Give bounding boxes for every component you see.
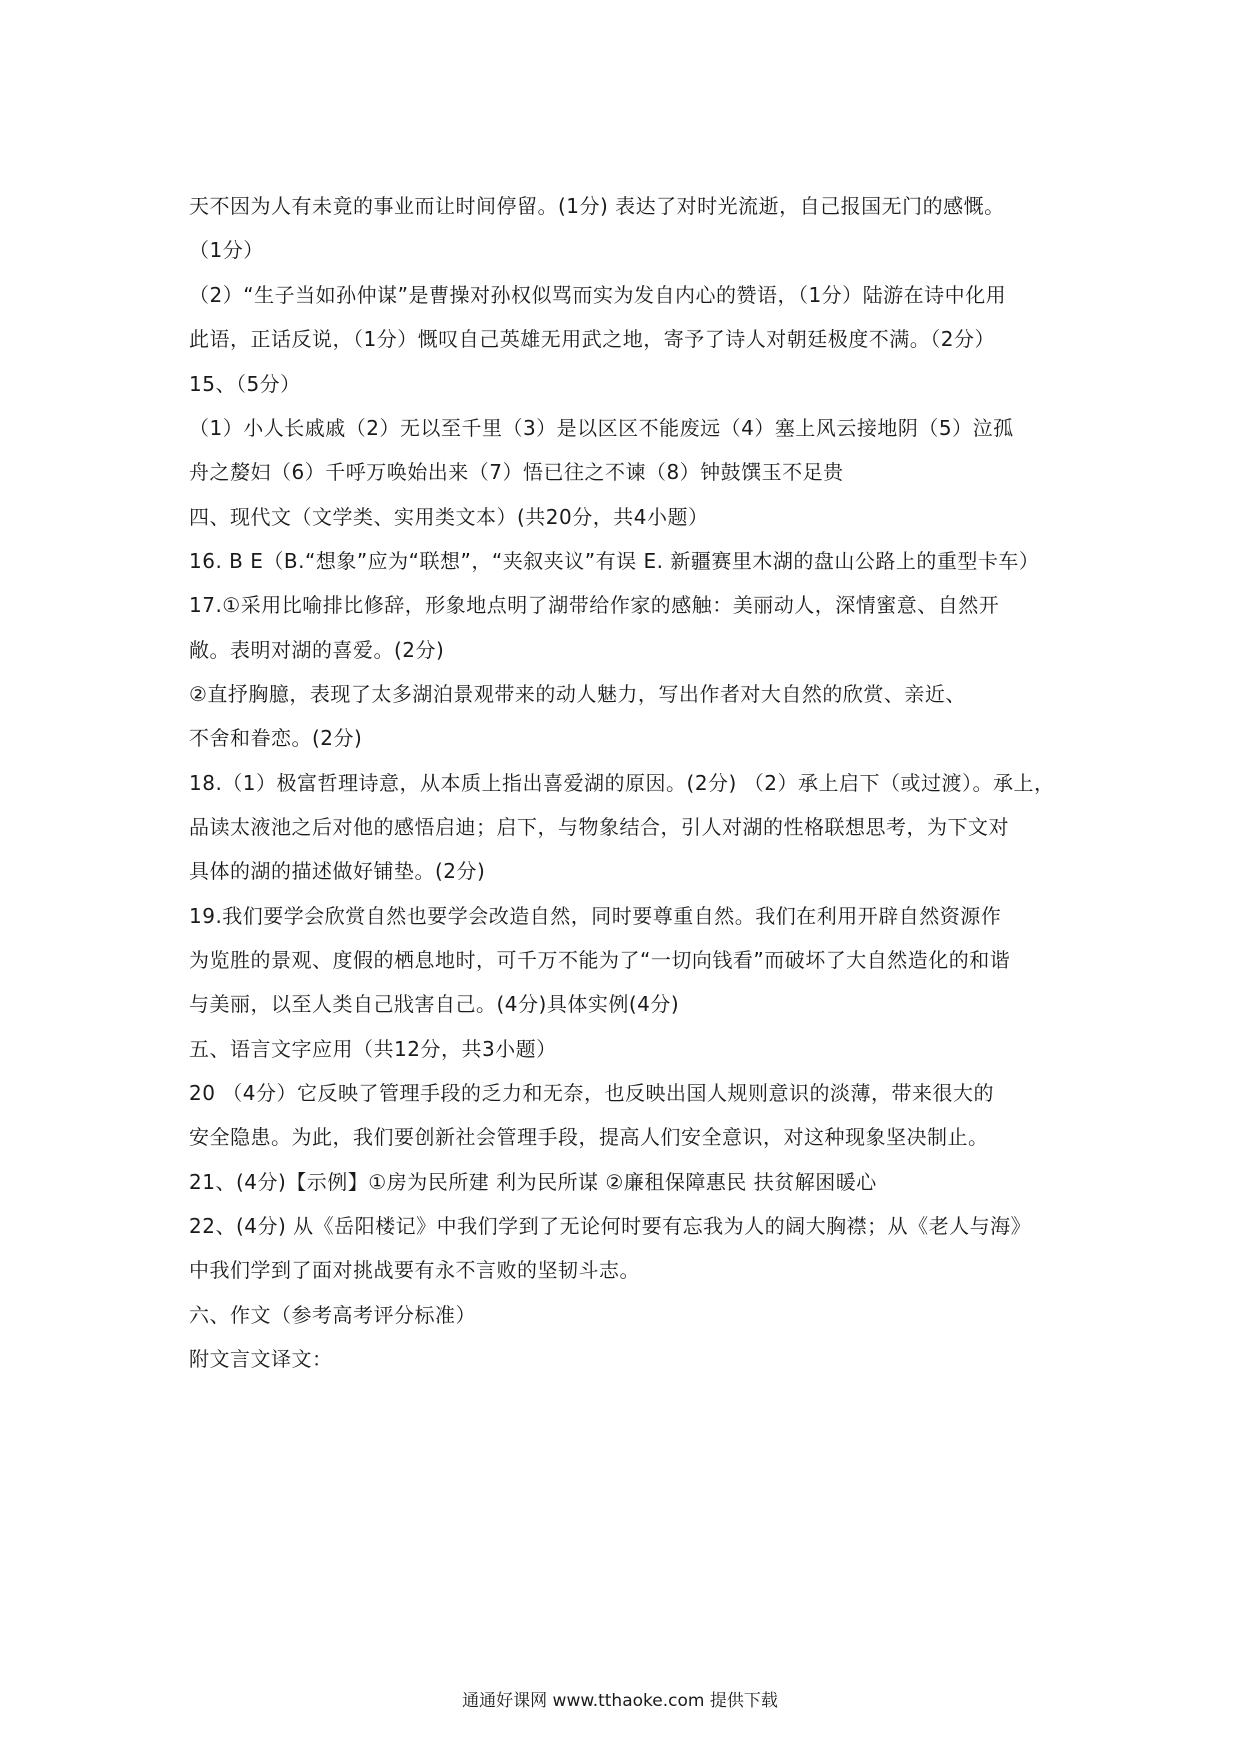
- page-footer: 通通好课网 www.tthaoke.com 提供下载: [462, 1691, 778, 1711]
- text-line: 22、(4分) 从《岳阳楼记》中我们学到了无论何时要有忘我为人的阔大胸襟；从《老人与海》: [189, 1214, 1032, 1238]
- text-line: ②直抒胸臆，表现了太多湖泊景观带来的动人魅力，写出作者对大自然的欣赏、亲近、: [189, 682, 966, 706]
- text-line: 不舍和眷恋。(2分): [189, 726, 363, 750]
- text-line: 为览胜的景观、度假的栖息地时，可千万不能为了“一切向钱看”而破坏了大自然造化的和谐: [189, 948, 1011, 972]
- text-line: （2）“生子当如孙仲谋”是曹操对孙权似骂而实为发自内心的赞语，（1分）陆游在诗中化用: [189, 283, 1007, 307]
- text-line: 此语，正话反说，（1分）慨叹自己英雄无用武之地，寄予了诗人对朝廷极度不满。（2分）: [189, 327, 995, 351]
- text-line: 舟之嫠妇（6）千呼万唤始出来（7）悟已往之不谏（8）钟鼓馔玉不足贵: [189, 460, 844, 484]
- text-line: 17.①采用比喻排比修辞，形象地点明了湖带给作家的感触：美丽动人，深情蜜意、自然开: [189, 593, 1000, 617]
- text-line: 中我们学到了面对挑战要有永不言败的坚韧斗志。: [189, 1258, 640, 1282]
- text-line: 安全隐患。为此，我们要创新社会管理手段，提高人们安全意识，对这种现象坚决制止。: [189, 1125, 989, 1149]
- text-line: 20 （4分）它反映了管理手段的乏力和无奈，也反映出国人规则意识的淡薄，带来很大的: [189, 1081, 995, 1105]
- section-heading: 四、现代文（文学类、实用类文本）(共20分，共4小题）: [189, 505, 709, 529]
- text-line: 21、(4分)【示例】①房为民所建 利为民所谋 ②廉租保障惠民 扶贫解困暖心: [189, 1170, 877, 1194]
- text-line: 附文言文译文：: [189, 1347, 333, 1371]
- section-heading: 六、作文（参考高考评分标准）: [189, 1303, 476, 1327]
- section-heading: 五、语言文字应用（共12分，共3小题）: [189, 1037, 557, 1061]
- text-line: 19.我们要学会欣赏自然也要学会改造自然，同时要尊重自然。我们在利用开辟自然资源作: [189, 904, 1002, 928]
- text-line: 天不因为人有未竟的事业而让时间停留。(1分) 表达了对时光流逝，自己报国无门的感慨。: [189, 194, 1005, 218]
- text-line: 敞。表明对湖的喜爱。(2分): [189, 638, 445, 662]
- text-line: 品读太液池之后对他的感悟启迪；启下，与物象结合，引人对湖的性格联想思考，为下文对: [189, 815, 1009, 839]
- text-line: （1分）: [189, 238, 264, 262]
- text-line: 16. B E（B.“想象”应为“联想”，“夹叙夹议”有误 E. 新疆赛里木湖的盘山公路上的重型卡车）: [189, 549, 1040, 573]
- text-line: 18.（1）极富哲理诗意，从本质上指出喜爱湖的原因。(2分) （2）承上启下（或过渡）。承上，: [189, 771, 1055, 795]
- text-line: 与美丽，以至人类自己戕害自己。(4分)具体实例(4分): [189, 992, 680, 1016]
- text-line: 具体的湖的描述做好铺垫。(2分): [189, 859, 486, 883]
- section-heading: 15、（5分）: [189, 372, 301, 396]
- text-line: （1）小人长戚戚（2）无以至千里（3）是以区区不能废远（4）塞上风云接地阴（5）泣孤: [189, 416, 1014, 440]
